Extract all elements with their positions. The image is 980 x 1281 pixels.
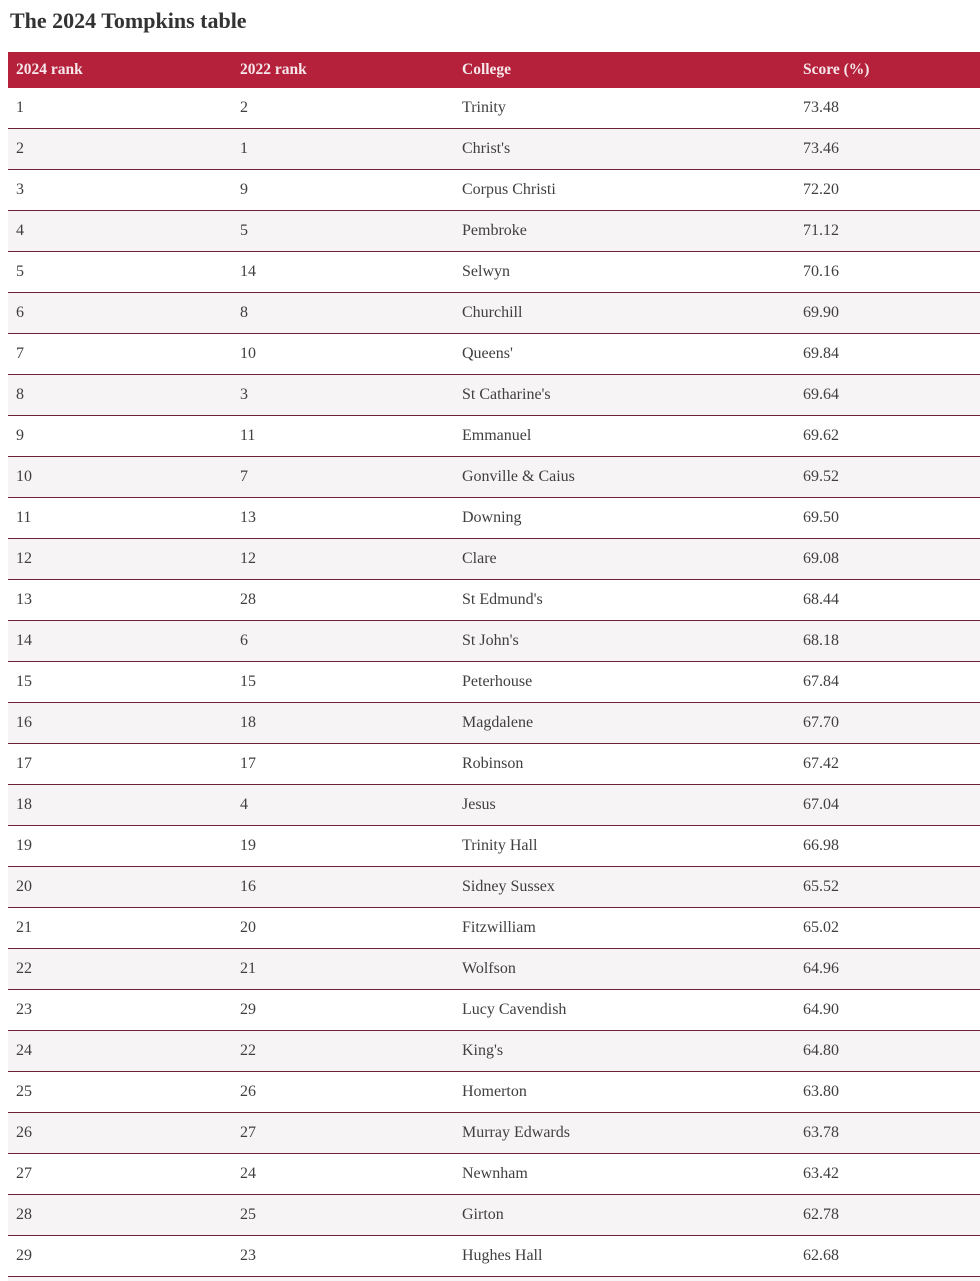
score-cell: 73.46 [803,140,839,157]
rank-2024-cell: 29 [16,1247,32,1264]
college-cell: Peterhouse [462,673,533,690]
rank-2022-cell: 18 [240,714,256,731]
rank-2024-cell: 16 [16,714,32,731]
table-row [8,621,980,662]
rank-2022-cell: 12 [240,550,256,567]
rank-2024-cell: 3 [16,181,24,198]
score-cell: 68.44 [803,591,839,608]
table-row [8,990,980,1031]
rank-2024-cell: 15 [16,673,32,690]
rank-2022-cell: 2 [240,99,248,116]
tompkins-table-container [8,52,980,1281]
college-cell: King's [462,1042,504,1059]
college-cell: Churchill [462,304,523,321]
score-cell: 64.90 [803,1001,839,1018]
score-cell: 69.62 [803,427,839,444]
column-header-2022-rank: 2022 rank [232,52,454,88]
score-cell: 64.80 [803,1042,839,1059]
college-cell: Sidney Sussex [462,878,555,895]
college-cell: Downing [462,509,522,526]
score-cell: 69.52 [803,468,839,485]
table-row [8,1195,980,1236]
rank-2024-cell: 1 [16,99,24,116]
table-row [8,826,980,867]
table-row [8,170,980,211]
score-cell: 63.80 [803,1083,839,1100]
score-cell: 67.04 [803,796,839,813]
table-row [8,703,980,744]
college-cell: St Edmund's [462,591,543,608]
score-cell: 65.02 [803,919,839,936]
table-row [8,539,980,580]
rank-2024-cell: 7 [16,345,24,362]
table-row [8,457,980,498]
college-cell: Selwyn [462,263,510,280]
rank-2022-cell: 26 [240,1083,256,1100]
rank-2024-cell: 6 [16,304,24,321]
rank-2024-cell: 4 [16,222,24,239]
rank-2024-cell: 13 [16,591,32,608]
table-row [8,1072,980,1113]
score-cell: 73.48 [803,99,839,116]
college-cell: Trinity [462,99,506,116]
rank-2022-cell: 7 [240,468,248,485]
college-cell: Clare [462,550,497,567]
table-row [8,88,980,129]
rank-2024-cell: 20 [16,878,32,895]
table-row [8,1236,980,1277]
rank-2022-cell: 8 [240,304,248,321]
score-cell: 69.84 [803,345,839,362]
rank-2022-cell: 16 [240,878,256,895]
rank-2022-cell: 15 [240,673,256,690]
tompkins-table [8,52,980,1277]
college-cell: Murray Edwards [462,1124,570,1141]
table-row [8,785,980,826]
college-cell: Homerton [462,1083,527,1100]
college-cell: Fitzwilliam [462,919,536,936]
rank-2024-cell: 22 [16,960,32,977]
score-cell: 62.68 [803,1247,839,1264]
rank-2022-cell: 14 [240,263,256,280]
rank-2024-cell: 12 [16,550,32,567]
rank-2022-cell: 13 [240,509,256,526]
table-row [8,129,980,170]
rank-2022-cell: 24 [240,1165,256,1182]
table-row [8,252,980,293]
rank-2024-cell: 11 [16,509,32,526]
rank-2024-cell: 26 [16,1124,32,1141]
column-header-score: Score (%) [795,52,980,88]
table-header-row [8,52,980,88]
rank-2024-cell: 5 [16,263,24,280]
rank-2022-cell: 17 [240,755,256,772]
table-row [8,744,980,785]
rank-2022-cell: 20 [240,919,256,936]
score-cell: 67.42 [803,755,839,772]
rank-2022-cell: 11 [240,427,256,444]
score-cell: 69.08 [803,550,839,567]
college-cell: Christ's [462,140,511,157]
score-cell: 64.96 [803,960,839,977]
score-cell: 63.78 [803,1124,839,1141]
college-cell: St John's [462,632,519,649]
table-row [8,498,980,539]
college-cell: Queens' [462,345,513,362]
rank-2022-cell: 28 [240,591,256,608]
table-row [8,908,980,949]
college-cell: Corpus Christi [462,181,556,198]
rank-2022-cell: 21 [240,960,256,977]
score-cell: 71.12 [803,222,839,239]
college-cell: Wolfson [462,960,516,977]
college-cell: Newnham [462,1165,528,1182]
college-cell: Lucy Cavendish [462,1001,567,1018]
college-cell: St Catharine's [462,386,551,403]
college-cell: Robinson [462,755,524,772]
table-row [8,375,980,416]
table-row [8,334,980,375]
table-body [8,88,980,1277]
score-cell: 69.90 [803,304,839,321]
rank-2022-cell: 5 [240,222,248,239]
score-cell: 69.64 [803,386,839,403]
partial-next-row [8,1277,980,1281]
rank-2024-cell: 21 [16,919,32,936]
rank-2024-cell: 23 [16,1001,32,1018]
rank-2024-cell: 14 [16,632,32,649]
college-cell: Gonville & Caius [462,468,575,485]
college-cell: Girton [462,1206,504,1223]
rank-2022-cell: 29 [240,1001,256,1018]
college-cell: Emmanuel [462,427,532,444]
table-row [8,1154,980,1195]
table-row [8,416,980,457]
rank-2022-cell: 19 [240,837,256,854]
score-cell: 67.70 [803,714,839,731]
score-cell: 63.42 [803,1165,839,1182]
rank-2022-cell: 25 [240,1206,256,1223]
score-cell: 70.16 [803,263,839,280]
score-cell: 67.84 [803,673,839,690]
rank-2022-cell: 22 [240,1042,256,1059]
score-cell: 66.98 [803,837,839,854]
rank-2022-cell: 4 [240,796,248,813]
page-title: The 2024 Tompkins table [10,8,247,33]
college-cell: Hughes Hall [462,1247,543,1264]
rank-2022-cell: 9 [240,181,248,198]
rank-2024-cell: 24 [16,1042,32,1059]
column-header-2024-rank: 2024 rank [8,52,232,88]
table-row [8,293,980,334]
table-row [8,211,980,252]
rank-2024-cell: 17 [16,755,32,772]
column-header-college: College [454,52,795,88]
rank-2022-cell: 6 [240,632,248,649]
rank-2022-cell: 10 [240,345,256,362]
rank-2024-cell: 8 [16,386,24,403]
score-cell: 65.52 [803,878,839,895]
college-cell: Pembroke [462,222,527,239]
table-row [8,1031,980,1072]
rank-2024-cell: 27 [16,1165,32,1182]
score-cell: 72.20 [803,181,839,198]
rank-2024-cell: 28 [16,1206,32,1223]
table-row [8,662,980,703]
table-row [8,580,980,621]
score-cell: 68.18 [803,632,839,649]
table-header [8,52,980,88]
rank-2024-cell: 2 [16,140,24,157]
rank-2022-cell: 1 [240,140,248,157]
score-cell: 62.78 [803,1206,839,1223]
rank-2024-cell: 18 [16,796,32,813]
table-row [8,949,980,990]
rank-2024-cell: 25 [16,1083,32,1100]
rank-2022-cell: 23 [240,1247,256,1264]
rank-2022-cell: 3 [240,386,248,403]
table-row [8,867,980,908]
rank-2024-cell: 10 [16,468,32,485]
table-row [8,1113,980,1154]
rank-2022-cell: 27 [240,1124,256,1141]
rank-2024-cell: 19 [16,837,32,854]
college-cell: Jesus [462,796,496,813]
score-cell: 69.50 [803,509,839,526]
college-cell: Magdalene [462,714,534,731]
rank-2024-cell: 9 [16,427,24,444]
college-cell: Trinity Hall [462,837,538,854]
